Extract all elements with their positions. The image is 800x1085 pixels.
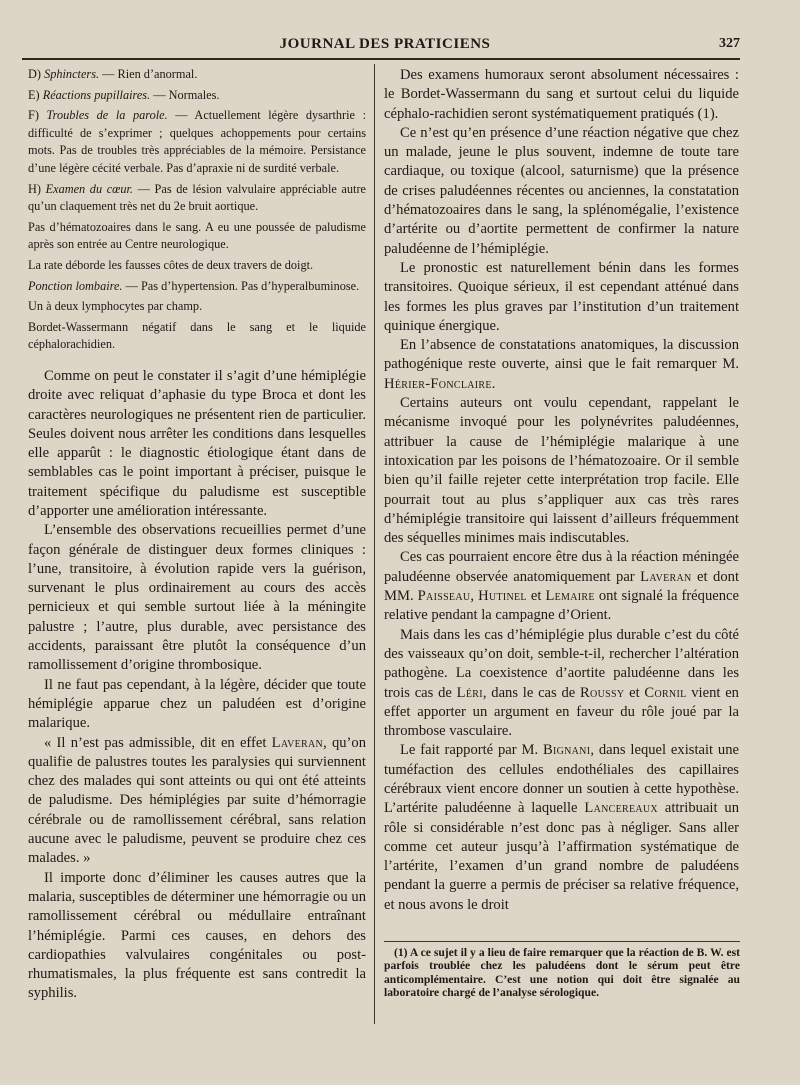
note-label: D) (28, 67, 45, 81)
note-label: H) (28, 181, 46, 196)
column-divider (374, 64, 375, 1024)
footnote-rule (384, 941, 740, 942)
paragraph: Certains auteurs ont voulu cependant, rappelant le mécanisme invoqué pour les polynévrites paludéennes, attribuer la cause de l’hémiplégie malarique à une intoxication par les poisons de l’hématozoaire. Or il semble bien qu’il faille rejeter cette interprétation trop facile. Elle pourrait tout au plus s’appliquer aux cas très rares d’hémiplégie transitoire qui laissent d’ailleurs fréquemment des séquelles minimes mais indiscutables. (384, 395, 739, 547)
paragraph: Il ne faut pas cependant, à la légère, décider que toute hémiplégie apparue chez un paludéen est d’origine malarique. (28, 676, 366, 732)
note-text: — Pas de lésion valvulaire appréciable autre qu’un claquement très net du 2e bruit aortique. (28, 181, 367, 214)
note-text: — Pas d’hypertension. Pas d’hyperalbuminose. (122, 278, 360, 293)
paragraph: Des examens humoraux seront absolument nécessaires : le Bordet-Wassermann du sang et surtout celui du liquide céphalo-rachidien seront systématiquement pratiqués (1). (384, 67, 739, 122)
note-lymphocytes: Un à deux lymphocytes par champ. (28, 299, 203, 314)
note-hematozoa: Pas d’hématozoaires dans le sang. A eu une poussée de paludisme après son entrée au Centre neurologique. (28, 219, 366, 252)
note-term: Sphincters. (44, 67, 100, 81)
note-label: E) (28, 87, 43, 102)
note-bordet: Bordet-Wassermann négatif dans le sang et le liquide céphalorachidien. (28, 319, 366, 352)
note-pupillary (28, 87, 366, 105)
author-name: Paisseau (417, 588, 471, 605)
footnote: (1) A ce sujet il y a lieu de faire remarquer que la réaction de B. W. est parfois troublée chez les paludéens dont le sérum peut être anticomplémentaire. C’est une notion qui doit être signalée au laboratoire chargé de l’analyse sérologique. (384, 946, 740, 1000)
note-sphincters (28, 66, 366, 84)
note-term: Ponction lombaire. (28, 278, 123, 293)
paragraph-quote: « Il n’est pas admissible, dit en effet Laveran, qu’on qualifie de palustres toutes les paralysies qui surviennent chez des malades qui sont atteints ou qui ont été atteints de paludisme. Des hémiplégies par suite d’hémorragie cérébrale ou de ramollissement cérébral, sans relation aucune avec le paludisme, peuvent se produire chez ces malades. » (28, 734, 366, 867)
note-label: F) (28, 108, 47, 123)
header-rule (22, 58, 740, 60)
note-speech (28, 107, 366, 177)
note-text: — Normales. (150, 87, 220, 102)
paragraph: L’ensemble des observations recueillies permet d’une façon générale de distinguer deux formes cliniques : l’une, transitoire, à évolution rapide vers la guérison, survenant le plus ordinairement au cours des accès pernicieux et qui semble surtout liée à la méningite palustre ; l’autre, plus durable, avec persistance des accidents, paraissant être plutôt la conséquence d’un ramollissement d’origine thrombosique. (28, 522, 366, 674)
observation-notes (28, 66, 366, 354)
page-header (30, 36, 740, 58)
paragraph: Le pronostic est naturellement bénin dans les formes transitoires. Quoique sérieux, il est cependant atténué dans les formes les plus graves par l’institution d’un traitement quinique énergique. (384, 259, 739, 334)
paragraph: Il importe donc d’éliminer les causes autres que la malaria, susceptibles de déterminer une hémorragie ou un ramollissement cérébral ou médullaire entraînant l’hémiplégie. Parmi ces causes, en dehors des cardiopathies valvulaires congénitales ou post-rhumatismales, la plus fréquente est sans contredit la syphilis. (28, 869, 366, 1002)
left-column (28, 66, 366, 1004)
paragraph: Ces cas pourraient encore être dus à la réaction méningée paludéenne observée anatomiquement par Laveran et dont MM. Paisseau, Hutinel et Lemaire ont signalé la fréquence relative pendant la campagne d’Orient. (384, 549, 739, 624)
paragraph: Comme on peut le constater il s’agit d’une hémiplégie droite avec reliquat d’aphasie du type Broca et dont les caractères neurologiques ne présentent rien de particulier. Seules doivent nous arrêter les conditions dans lesquelles elle apparût : le diagnostic étiologique étant dans de semblables cas le point important à préciser, puisque le traitement spécifique du paludisme est susceptible d’apporter une amélioration intéressante. (28, 367, 366, 519)
note-spleen: La rate déborde les fausses côtes de deux travers de doigt. (28, 257, 314, 272)
author-name: Lemaire (545, 588, 595, 605)
note-term: Examen du cœur. (45, 181, 134, 196)
author-name: Lancereaux (584, 800, 658, 817)
author-name: Laveran (271, 734, 324, 751)
author-name: Hérier-Fonclaire (384, 375, 492, 392)
note-text: — Rien d’anormal. (99, 67, 198, 81)
right-column (384, 66, 739, 915)
author-name: Roussy (580, 684, 625, 701)
paragraph: En l’absence de constatations anatomiques, la discussion pathogénique reste ouverte, ainsi que le fait remarquer M. Hérier-Fonclaire. (384, 337, 739, 392)
paragraph: Ce n’est qu’en présence d’une réaction négative que chez un malade, jeune le plus souvent, indemne de toute tare cardiaque, ou toxique (alcool, saturnisme) que la présence de crises paludéennes récentes ou anciennes, la constatation d’hématozoaires dans le sang, la splénomégalie, l’existence d’artérite ou d’aortite permettent de confirmer la nature paludéenne de l’hémiplégie. (384, 124, 739, 257)
note-heart (28, 181, 366, 216)
author-name: Hutinel (478, 588, 527, 605)
note-term: Réactions pupillaires. (42, 87, 151, 102)
page-number: 327 (719, 36, 740, 51)
note-lumbar-puncture (28, 278, 366, 296)
author-name: Laveran (640, 568, 692, 585)
left-body (28, 367, 366, 1004)
author-name: Léri (456, 684, 483, 701)
paragraph: Mais dans les cas d’hémiplégie plus durable c’est du côté des vaisseaux qu’on doit, semble-t-il, rechercher l’altération pathogène. La coexistence d’aortite paludéenne dans les trois cas de Léri, dans le cas de Roussy et Cornil vient en effet apporter un argument en faveur du rôle joué par la thrombose vasculaire. (384, 626, 739, 740)
note-text: — Actuellement légère dysarthrie : difficulté de s’exprimer ; quelques achoppements pour certains mots. Pas de troubles très appréciables de la mémoire. Persistance d’une légère cécité verbale. Pas d’apraxie ni de surdité verbale. (28, 108, 366, 175)
author-name: Bignani (542, 742, 591, 759)
paragraph: Le fait rapporté par M. Bignani, dans lequel existait une tuméfaction des cellules endothéliales des capillaires cérébraux vient encore donner un soutien à cette hypothèse. L’artérite paludéenne à laquelle Lancereaux attribuait un rôle si considérable n’est donc pas à négliger. Sans aller comme cet auteur jusqu’à l’affirmation systématique de l’artérite, l’examen d’un grand nombre de paludéens pendant la guerre a permis de préciser sa relative fréquence, et nous avons le droit (384, 742, 739, 913)
note-term: Troubles de la parole. (46, 108, 168, 123)
author-name: Cornil (644, 684, 687, 701)
journal-title: JOURNAL DES PRATICIENS (279, 36, 491, 52)
